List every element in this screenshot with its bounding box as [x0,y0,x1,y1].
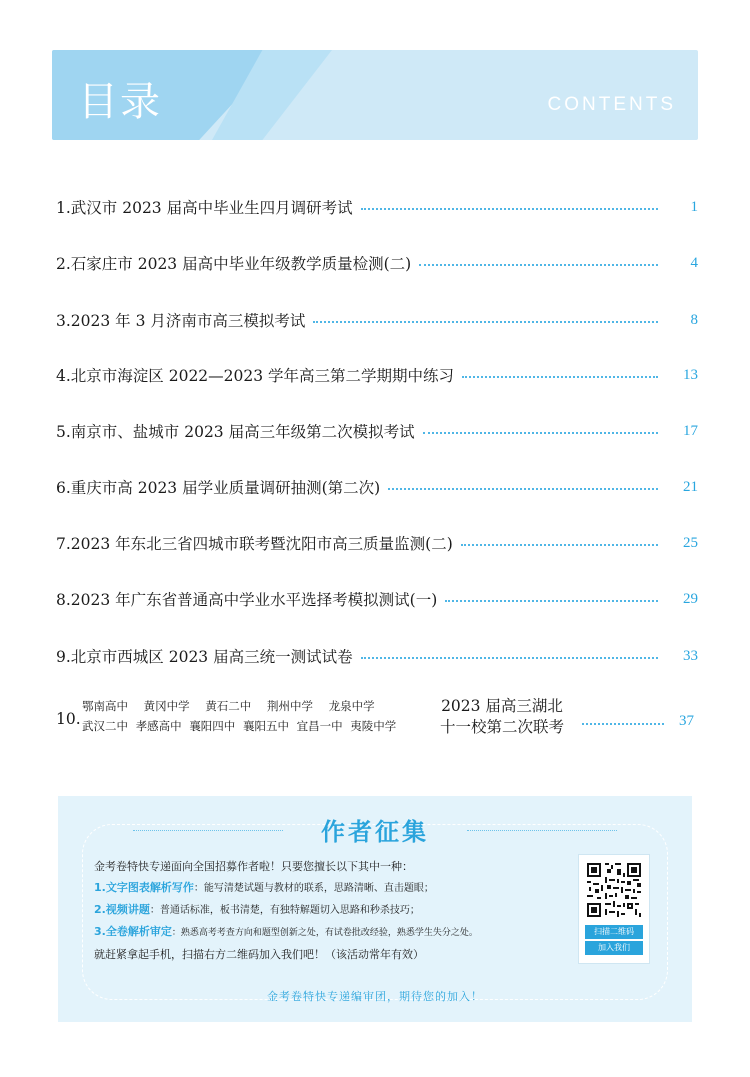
school-row-1 [82,696,396,716]
toc-entry[interactable] [56,584,698,614]
recruitment-footer: 金考卷特快专递编审团，期待您的加入！ [267,990,483,1003]
school-name: 武汉二中 [82,719,128,733]
page-title: 目录 [78,79,162,125]
toc-entry-page: 1 [690,198,698,215]
toc-entry-title: 6.重庆市高 2023 届学业质量调研抽测(第二次) [56,479,381,497]
school-row-2 [82,716,396,736]
toc-leader-dots [361,208,658,210]
joint-exam-line-1: 2023 届高三湖北 [441,697,563,715]
recruitment-body [94,856,574,965]
school-list [82,696,396,736]
toc-entry[interactable] [56,472,698,502]
recruitment-item-desc: ：普通话标准，板书清楚，有独特解题切入思路和秒杀技巧； [149,905,420,916]
school-name: 襄阳四中 [189,719,236,733]
joint-exam-title [432,696,572,738]
toc-entry-page: 25 [683,534,698,551]
school-name: 龙泉中学 [328,699,375,713]
recruitment-item [94,899,574,921]
toc-entry-title: 5.南京市、盐城市 2023 届高三年级第二次模拟考试 [56,423,415,441]
recruitment-item-desc: ：能写清楚试题与教材的联系，思路清晰、直击题眼； [193,883,434,894]
recruitment-cta: 就赶紧拿起手机，扫描右方二维码加入我们吧！（该活动常年有效） [94,948,424,961]
heading-rule-right [467,830,617,831]
toc-entry-title: 8.2023 年广东省普通高中学业水平选择考模拟测试(一) [56,591,438,609]
toc-entry-page: 37 [679,713,694,729]
author-recruitment-box [58,796,692,1022]
qr-code-card[interactable] [578,854,650,964]
school-name: 黄冈中学 [143,699,190,713]
recruitment-heading [58,812,692,847]
toc-entry-title: 1.武汉市 2023 届高中毕业生四月调研考试 [56,199,353,217]
toc-entry-title: 9.北京市西城区 2023 届高三统一测试试卷 [56,648,353,666]
recruitment-title: 作者征集 [321,818,429,846]
toc-entry-page: 33 [683,647,698,664]
toc-entry[interactable] [56,641,698,671]
toc-leader-dots [462,376,658,378]
toc-entry-title: 4.北京市海淀区 2022—2023 学年高三第二学期期中练习 [56,367,455,385]
qr-label-scan: 扫描二维码 [585,925,643,939]
toc-entry[interactable] [56,305,698,335]
toc-leader-dots [445,600,658,602]
recruitment-item-desc: ：熟悉高考考查方向和题型创新之处，有试卷批改经验，熟悉学生失分之处。 [171,928,478,938]
recruitment-item-key: 3.全卷解析审定 [94,925,172,938]
toc-entry[interactable] [56,416,698,446]
toc-leader-dots [419,264,658,266]
recruitment-item-key: 2.视频讲题 [94,903,150,916]
school-name: 鄂南高中 [82,699,128,713]
toc-entry-title: 2.石家庄市 2023 届高中毕业年级教学质量检测(二) [56,255,412,273]
toc-leader-dots [388,488,658,490]
toc-leader-dots [361,657,658,659]
heading-rule-left [133,830,283,831]
toc-entry-page: 8 [690,311,698,328]
toc-entry[interactable] [56,360,698,390]
toc-entry[interactable] [56,192,698,222]
toc-entry-page: 13 [683,366,698,383]
toc-entry-10[interactable] [56,696,698,756]
toc-entry-title: 7.2023 年东北三省四城市联考暨沈阳市高三质量监测(二) [56,535,453,553]
toc-entry[interactable] [56,528,698,558]
school-name: 孝感高中 [135,719,182,733]
school-name: 黄石二中 [205,699,252,713]
school-name: 荆州中学 [266,699,313,713]
toc-leader-dots [423,432,658,434]
toc-entry-page: 21 [683,478,698,495]
recruitment-item-key: 1.文字图表解析写作 [94,881,194,894]
recruitment-item [94,921,574,944]
header-banner [52,50,698,140]
toc-leader-dots [461,544,658,546]
toc-entry-page: 29 [683,590,698,607]
recruitment-intro: 金考卷特快专递面向全国招募作者啦！只要您擅长以下其中一种： [94,860,413,873]
toc-entry[interactable] [56,248,698,278]
page-subtitle: CONTENTS [547,94,676,115]
school-name: 夷陵中学 [350,719,397,733]
toc-entry-page: 4 [690,254,698,271]
recruitment-item [94,877,574,899]
school-name: 宜昌一中 [296,719,343,733]
school-name: 襄阳五中 [242,719,289,733]
qr-label-join: 加入我们 [585,941,643,955]
qr-code-icon[interactable] [585,861,643,919]
toc-entry-title: 3.2023 年 3 月济南市高三模拟考试 [56,312,306,330]
toc-leader-dots [582,723,664,725]
toc-entry-number: 10. [56,710,81,728]
toc-entry-page: 17 [683,422,698,439]
joint-exam-line-2: 十一校第二次联考 [439,718,564,736]
toc-leader-dots [313,321,658,323]
